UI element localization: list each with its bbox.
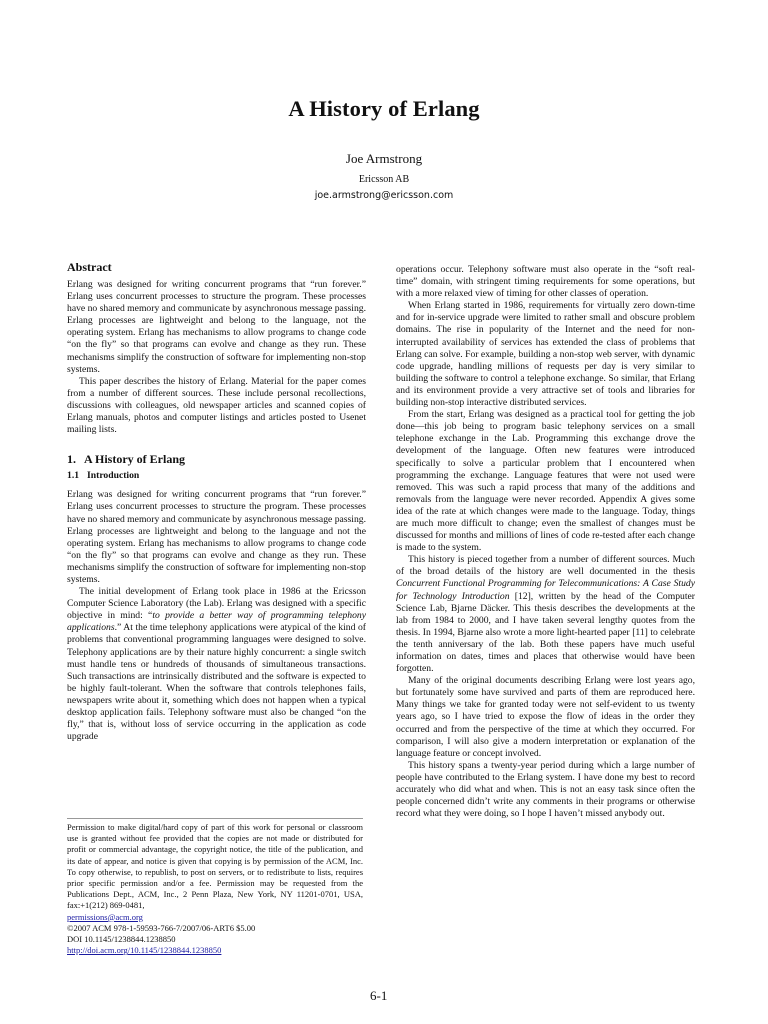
thesis-title: Concurrent Functional Programming for Telecommunications: A Case Study for Technology Introduction xyxy=(396,578,695,602)
right-paragraph-5: This history spans a twenty-year period during which a large number of people have contributed to the Erlang system. I have done my best to record accurately who did what and when. This is not an easy task since often the people concerned didn’t write any comments in their programs or otherwise record what they were doing, so I hope I haven’t missed anybody out. xyxy=(396,759,695,820)
intro-paragraph-1: Erlang was designed for writing concurrent programs that “run forever.” Erlang uses concurrent processes to structure the program. These processes have no shared memory and communicate by asynchronous message passing. Erlang processes are lightweight and belong to the language and not the operating system. Erlang has mechanisms to allow programs to change code “on the fly” so that programs can evolve and change as they run. These mechanisms simplify the construction of software for implementing non-stop systems. xyxy=(67,489,366,585)
intro-paragraph-2 xyxy=(67,586,366,743)
permission-email-link[interactable]: permissions@acm.org xyxy=(67,911,143,922)
page-number: 6-1 xyxy=(370,988,388,1003)
subsection-title: Introduction xyxy=(87,470,140,482)
permission-text: Permission to make digital/hard copy of part of this work for personal or classroom use is granted without fee provided that the copies are not made or distributed for profit or commercial advantage, the copyright notice, the title of the publication, and its date of appear, and notice is given that copying is by permission of the ACM, Inc. To copy otherwise, to republish, to post on servers, or to redistribute to lists, requires prior specific permission and/or a fee. Permission may be requested from the Publications Dept., ACM, Inc., 2 Penn Plaza, New York, NY 11201-0701, USA, fax:+1(212) 869-0481, xyxy=(67,822,363,911)
abstract-heading: Abstract xyxy=(67,260,112,274)
author-email[interactable]: joe.armstrong@ericsson.com xyxy=(314,190,454,201)
right-paragraph-4: Many of the original documents describing Erlang were lost years ago, but fortunately some have survived and parts of them are reproduced here. Many things we take for granted today were not self-evident to us twenty years ago, so I have tried to expose the flow of ideas in the order they occurred and from the perspective of the time at which they occurred. For comparison, I will also give a modern interpretation or explanation of the language feature or concept involved. xyxy=(396,675,695,759)
subsection-number: 1.1 xyxy=(67,470,80,482)
section-number: 1. xyxy=(67,452,76,467)
section-title: A History of Erlang xyxy=(84,452,185,467)
intro-p2-text-a: The initial development of Erlang took place in 1986 at the Ericsson Computer Science Laboratory (the Lab). Erlang was designed with a specific objective in mind: “ xyxy=(67,586,366,622)
abstract-paragraph-2: This paper describes the history of Erlang. Material for the paper comes from a number of different sources. These include personal recollections, discussions with colleagues, old newspaper articles and scanned copies of Erlang manuals, photos and computer listings and articles posted to Usenet mailing lists. xyxy=(67,375,366,436)
doi-line: DOI 10.1145/1238844.1238850 xyxy=(67,934,176,945)
footnote-divider xyxy=(67,818,363,819)
permission-notice xyxy=(67,822,363,956)
intro-p2-emphasis: to provide a better way of programming telephony applications xyxy=(67,610,366,634)
section-heading xyxy=(67,452,366,466)
left-column xyxy=(67,260,366,743)
right-paragraph-0: operations occur. Telephony software must also operate in the “soft real-time” domain, with stringent timing requirements for some operations, but with a more relaxed view of timing for other classes of operation. xyxy=(396,264,695,300)
author-affiliation: Ericsson AB xyxy=(358,174,410,185)
author-name: Joe Armstrong xyxy=(345,151,423,166)
abstract-paragraph-1: Erlang was designed for writing concurrent programs that “run forever.” Erlang uses concurrent processes to structure the program. These processes have no shared memory and communicate by asynchronous message passing. Erlang processes are lightweight and belong to the language, not the operating system. Erlang has mechanisms to allow programs to change code “on the fly” so that programs can evolve and change as they run. These mechanisms simplify the construction of software for implementing non-stop systems. xyxy=(67,279,366,375)
right-paragraph-3 xyxy=(396,554,695,675)
right-p3-text-b: [12], written by the head of the Computer Science Lab, Bjarne Däcker. This thesis describes the developments at the lab from 1984 to 2000, and I have taken several lengthy quotes from the thesis. In 1994, Bjarne also wrote a more light-hearted paper [11] to celebrate the tenth anniversary of the lab. Both these papers have much useful information on dates, times and places that otherwise would have been forgotten. xyxy=(396,590,695,675)
doi-url-link[interactable]: http://doi.acm.org/10.1145/1238844.1238850 xyxy=(67,945,222,956)
right-p3-text-a: This history is pieced together from a number of different sources. Much of the broad details of the history are well documented in the thesis xyxy=(396,554,695,578)
subsection-heading xyxy=(67,470,366,482)
intro-p2-text-b: .” At the time telephony applications were atypical of the kind of problems that conventional programming languages were designed to solve. Telephony applications are by their nature highly concurrent: a single switch must handle tens or hundreds of thousands of simultaneous transactions. Such transactions are intrinsically distributed and the software is expected to be highly fault-tolerant. When the software that controls telephones fails, newspapers write about it, something which does not happen when a typical desktop application fails. Telephony software must also be changed “on the fly,” that is, without loss of service occurring in the application as code upgrade xyxy=(67,622,366,743)
paper-title: A History of Erlang xyxy=(288,96,480,121)
right-column xyxy=(396,264,695,820)
copyright-line: ©2007 ACM 978-1-59593-766-7/2007/06-ART6 $5.00 xyxy=(67,922,256,933)
right-paragraph-2: From the start, Erlang was designed as a practical tool for getting the job done—this job being to program basic telephony services on a small telephone exchange in the Lab. Programming this exchange drove the development of the language. Often new features were introduced specifically to solve a particular problem that I encountered when programming the exchange. Language features that were not used were removed. This was such a rapid process that many of the additions and removals from the language were never recorded. Appendix A gives some idea of the rate at which changes were made to the language. Today, things are much more difficult to change; even the smallest of changes must be discussed for months and millions of lines of code re-tested after each change is made to the system. xyxy=(396,409,695,554)
right-paragraph-1: When Erlang started in 1986, requirements for virtually zero down-time and for in-service upgrade were limited to rather small and obscure problem domains. The rise in popularity of the Internet and the need for non-interrupted availability of services has extended the class of problems that Erlang can solve. For example, building a non-stop web server, with dynamic code upgrade, handling millions of requests per day is very similar to building the software to control a telephone exchange. So similar, that Erlang and its environment provide a very attractive set of tools and libraries for building non-stop interactive distributed services. xyxy=(396,300,695,409)
